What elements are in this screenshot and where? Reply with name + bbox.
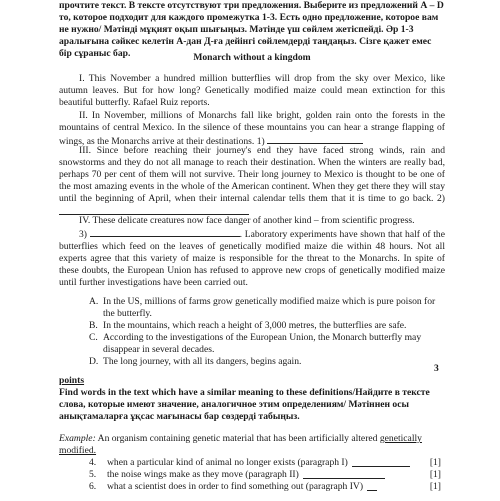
option-d [89, 356, 443, 368]
task2-example [59, 433, 445, 457]
paragraph-3-text: III. Since before reaching their journey's end they have faced strong winds, rain and snowstorms and they do not all manage to reach their destination. When the winters are really bad, perhaps 70 per cent of them will not survive. Their long journey to Mexico is thought to be one of the most amazing events in the whole of the American continent. When they get there they will stay until the beginning of April, when their internal calendar tells them that it is time to go back. [59, 145, 445, 204]
score-number: 3 [434, 363, 439, 374]
option-letter: B. [89, 320, 98, 331]
option-b [89, 320, 443, 332]
option-letter: D. [89, 356, 99, 367]
option-text: According to the investigations of the European Union, the Monarch butterfly may disappear in several decades. [103, 332, 422, 355]
option-c [89, 332, 443, 356]
paragraph-2 [59, 110, 445, 148]
score-label: points [59, 375, 85, 386]
item-text: the noise wings make as they move (paragraph II) [107, 469, 299, 480]
example-answer: genetically modified. [59, 433, 422, 456]
item-text: when a particular kind of animal no longer exists (paragraph I) [107, 457, 348, 468]
gap-1-blank [267, 134, 363, 144]
paragraph-4: IV. These delicate creatures now face danger of another kind – from scientific progress. [79, 215, 415, 226]
option-letter: C. [89, 332, 98, 343]
gap-3-blank [90, 227, 240, 237]
gap-2-blank [59, 205, 249, 215]
item-mark: [1] [429, 481, 441, 492]
options-list [89, 296, 443, 368]
answer-blank [303, 469, 385, 479]
paragraph-3 [59, 145, 445, 219]
option-a [89, 296, 443, 320]
option-text: In the US, millions of farms grow genetically modified maize which is pure poison for the butterfly. [103, 296, 436, 319]
task-item-4 [89, 457, 441, 469]
example-label: Example: [59, 433, 96, 444]
example-text: An organism containing genetic material that has been artificially altered [97, 433, 378, 444]
item-mark: [1] [429, 457, 441, 468]
paragraph-2-text: II. In November, millions of Monarchs fall like bright, golden rain onto the forests in the mountains of central Mexico. In the silence of these mountains you can hear a strange flapping of wings, as the Monarchs arrive at their destinations. 1) [59, 110, 445, 147]
item-number: 5. [89, 469, 97, 480]
answer-blank [352, 457, 410, 467]
paragraph-5-text: . Laboratory experiments have shown that half of the butterflies which feed on the leaves of genetically modified maize die within 48 hours. Not all experts agree that this variety of maize is responsible for the threat to the Monarchs. In spite of these doubts, the European Union has refused to approve new crops of genetically modified maize until further investigations have been carried out. [59, 229, 445, 288]
item-mark: [1] [429, 469, 441, 480]
option-text: The long journey, with all its dangers, begins again. [103, 356, 302, 367]
paragraph-5 [59, 227, 445, 289]
answer-blank [367, 481, 377, 491]
option-text: In the mountains, which reach a height of 3,000 metres, the butterflies are safe. [103, 320, 407, 331]
passage-title: Monarch without a kingdom [193, 52, 311, 63]
item-number: 4. [89, 457, 97, 468]
paragraph-1: I. This November a hundred million butterflies will drop from the sky over Mexico, like autumn leaves. But for how long? Genetically modified maize could mean extinction for this beautiful butterfly. Rafael Ruiz reports. [59, 73, 445, 108]
task-item-5 [89, 469, 441, 481]
option-letter: A. [89, 296, 99, 307]
instructions: прочтите текст. В тексте отсутствуют три предложения. Выберите из предложений А – D то, которое подходит для каждого промежутка 1-3. Есть одно предложение, которое вам не нужно/ Мәтінді мұқият оқып шығыңыз. Мәтінде үш сөйлем жетіспейді. Әр 1-3 аралығына сәйкес келетін А-дан Д-ға дейінгі сөйлемдерді таңдаңыз. Сізге қажет емес бір сұраныс бар. [59, 0, 444, 59]
item-number: 6. [89, 481, 97, 492]
gap-3-label: 3) [79, 229, 87, 240]
task-item-6 [89, 481, 441, 493]
task2-items [89, 457, 441, 493]
item-text: what a scientist does in order to find something out (paragraph IV) [107, 481, 364, 492]
task2-instructions: Find words in the text which have a similar meaning to these definitions/Найдите в тексте слова, которые имеют значение, аналогичное этим определениям/ Мәтіннен осы анықтамаларға ұқсас мағынасы бар сөздерді табыңыз. [59, 387, 430, 422]
gap-2-label: 2) [437, 193, 445, 204]
